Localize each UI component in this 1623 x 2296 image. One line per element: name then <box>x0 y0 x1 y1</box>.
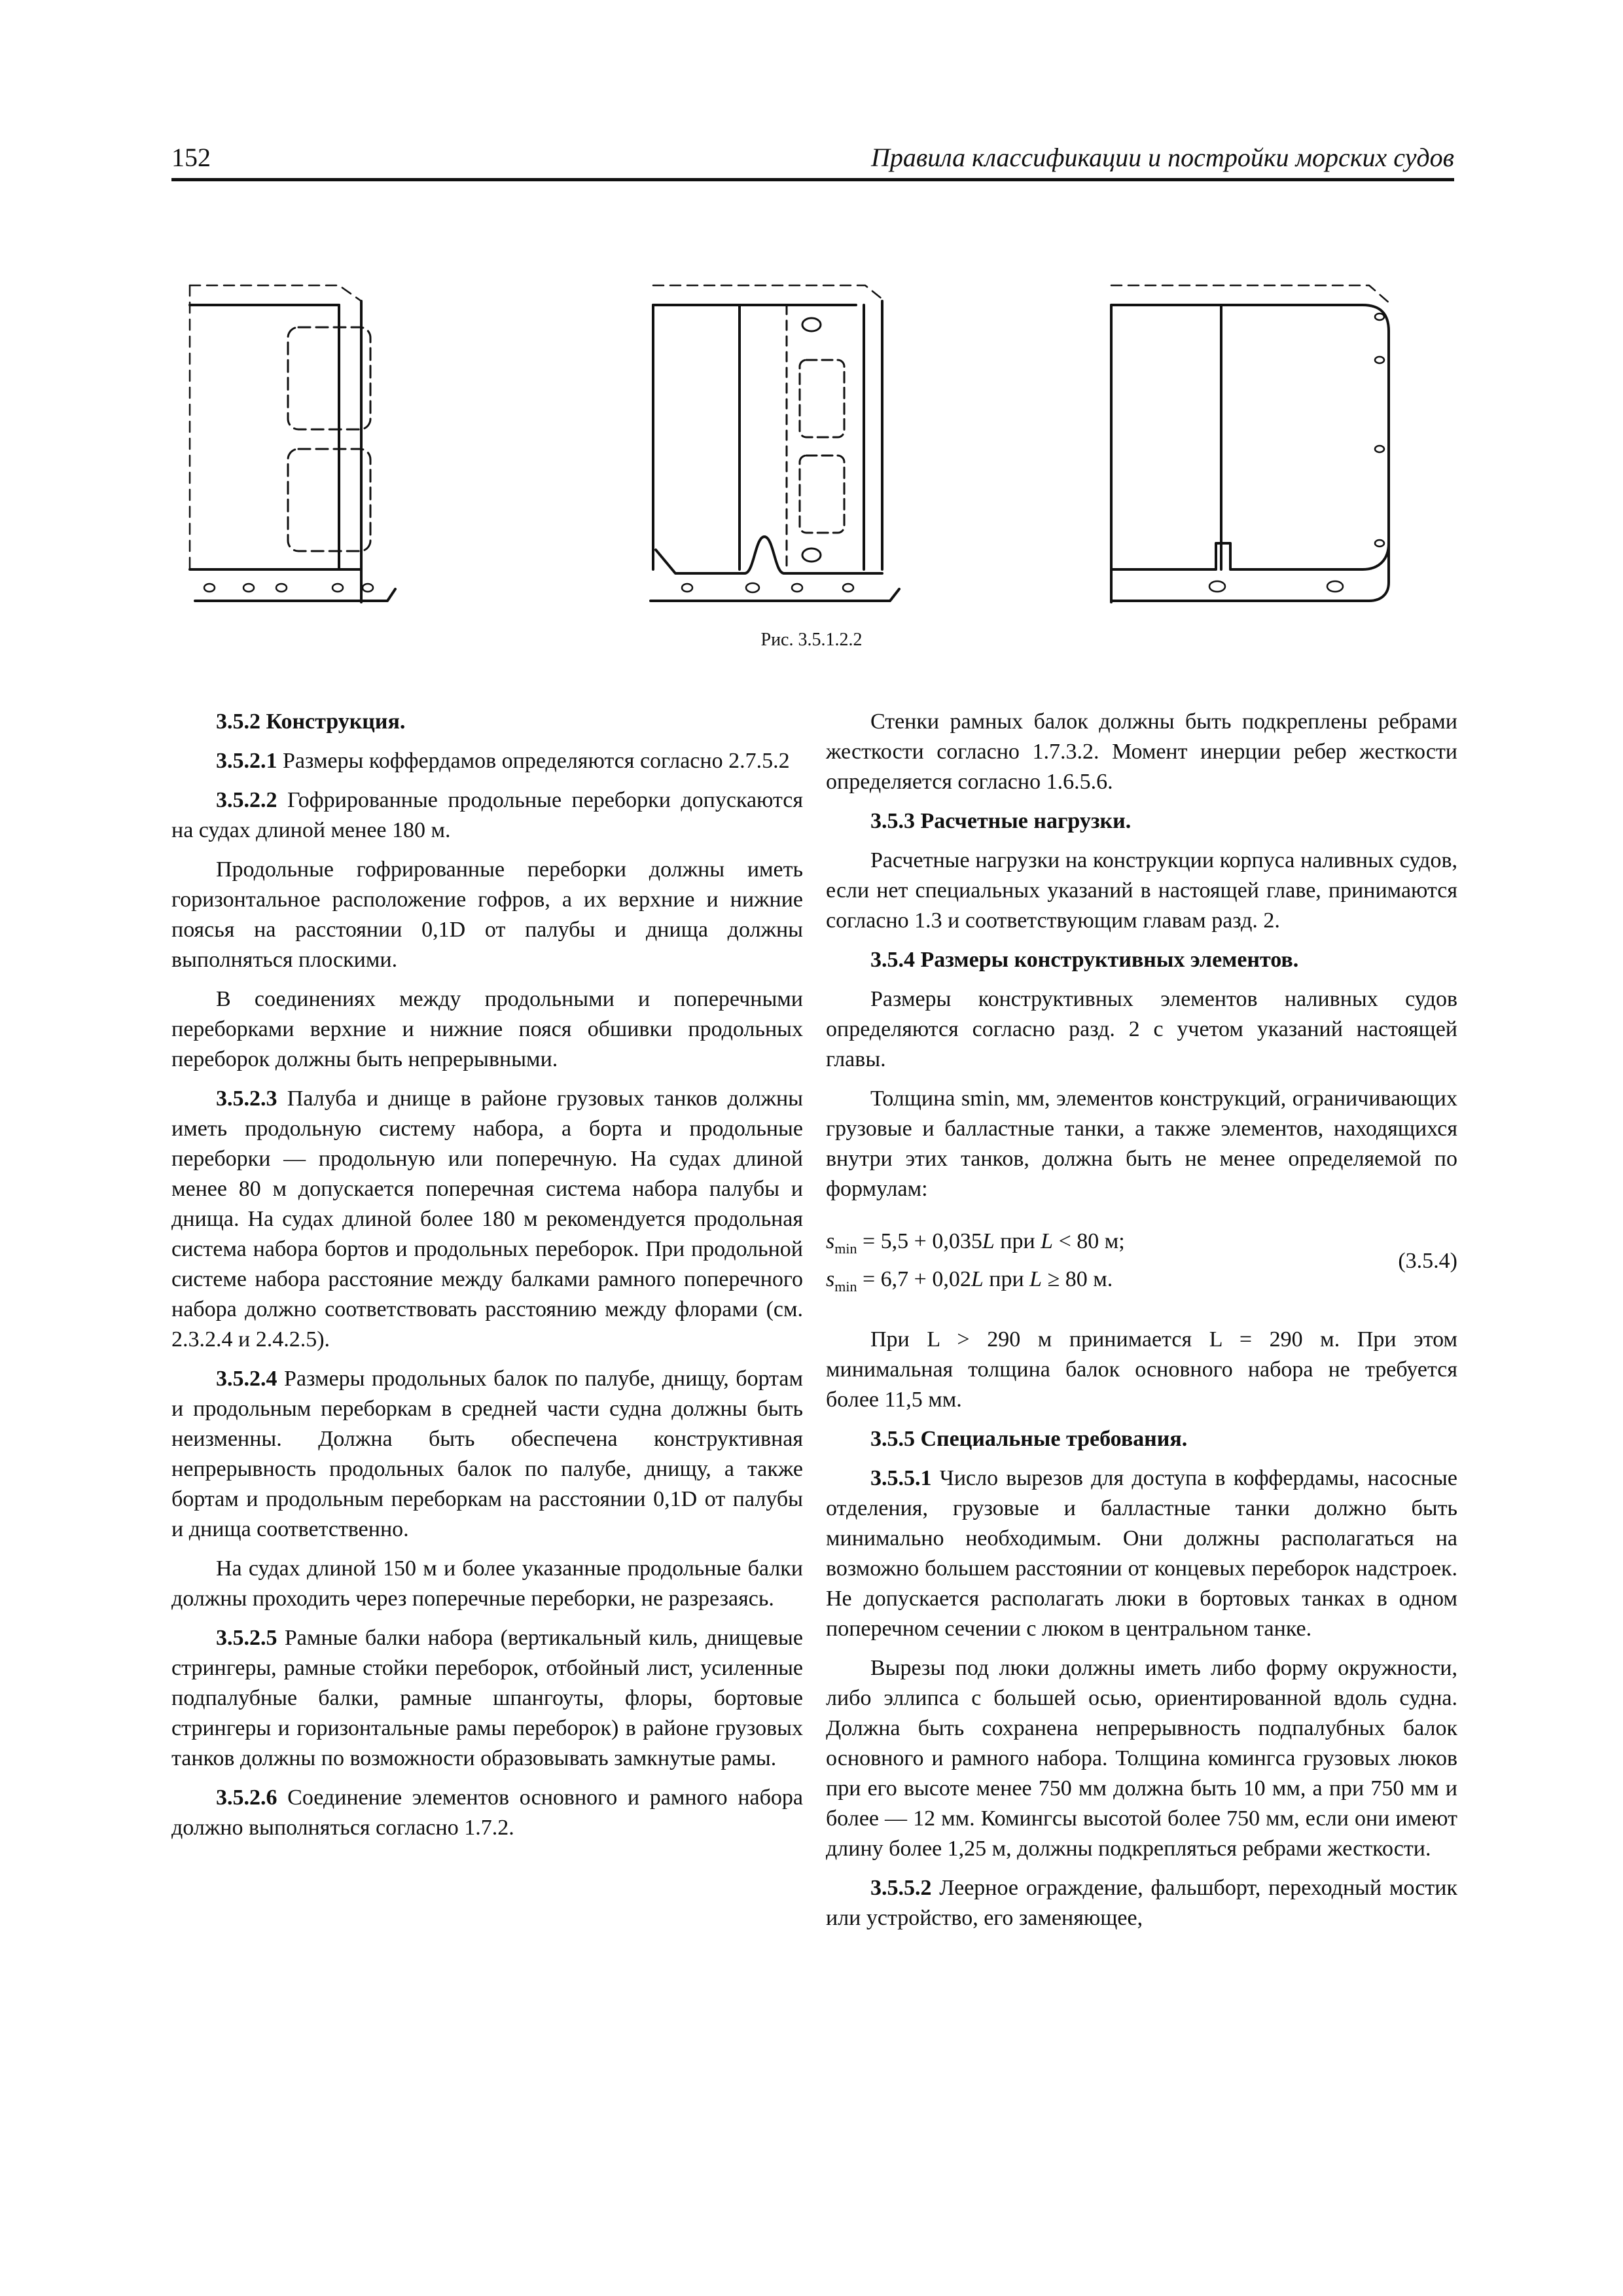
clause-number: 3.5.5 <box>870 1427 915 1451</box>
clause-number: 3.5.5.2 <box>870 1876 932 1900</box>
formula-line-2: $s_{min} = 6,7 + 0,02L$ при L ≥ 80 м. <box>826 1267 1113 1295</box>
clause-number: 3.5.2.6 <box>216 1785 277 1810</box>
clause-text: Гофрированные продольные переборки допускаются на судах длиной менее 180 м. <box>171 788 803 842</box>
paragraph <box>171 746 803 776</box>
figure-caption: Рис. 3.5.1.2.2 <box>760 630 863 650</box>
clause-text: В соединениях между продольными и поперечными переборками верхние и нижние пояся обшивки продольных переборок должны быть непрерывными. <box>171 987 803 1071</box>
clause-text: Размеры конструктивных элементов. <box>915 948 1299 972</box>
right-text-column <box>826 707 1457 1933</box>
paragraph <box>826 1325 1457 1415</box>
clause-text: Леерное ограждение, фальшборт, переходный мостик или устройство, его заменяющее, <box>826 1876 1457 1930</box>
clause-text: При L > 290 м принимается L = 290 м. При этом минимальная толщина балок основного набора не требуется более 11,5 мм. <box>826 1327 1457 1412</box>
section-heading <box>826 1424 1457 1454</box>
clause-text: Стенки рамных балок должны быть подкреплены ребрами жесткости согласно 1.7.3.2. Момент инерции ребер жесткости определяется согласно 1.6.5.6. <box>826 709 1457 794</box>
formula-number: (3.5.4) <box>1398 1249 1457 1273</box>
clause-text: Толщина smin, мм, элементов конструкций, ограничивающих грузовые и балластные танки, а также элементов, находящихся внутри этих танков, должна быть не менее определяемой по формулам: <box>826 1086 1457 1201</box>
clause-text: Конструкция. <box>260 709 406 734</box>
clause-text: Специальные требования. <box>915 1427 1188 1451</box>
clause-text: Палуба и днище в районе грузовых танков должны иметь продольную систему набора, а борта и продольные переборки — продольную или поперечную. На судах длиной менее 80 м допускается поперечная система набора палубы и днища. На судах длиной более 180 м рекомендуется продольная система набора бортов и продольных переборок. При продольной системе набора расстояние между балками рамного поперечного набора должно соответствовать расстоянию между флорами (см. 2.3.2.4 и 2.4.2.5). <box>171 1086 803 1352</box>
clause-number: 3.5.2.3 <box>216 1086 277 1111</box>
section-heading <box>826 806 1457 836</box>
clause-number: 3.5.2.5 <box>216 1626 277 1650</box>
clause-text: Рамные балки набора (вертикальный киль, днищевые стрингеры, рамные стойки переборок, отбойный лист, усиленные подпалубные балки, рамные шпангоуты, флоры, бортовые стрингеры и горизонтальные рамы переборок) в районе грузовых танков должны по возможности образовывать замкнутые рамы. <box>171 1626 803 1770</box>
paragraph <box>171 785 803 846</box>
paragraph <box>826 1653 1457 1864</box>
paragraph <box>826 707 1457 797</box>
clause-text: Размеры продольных балок по палубе, днищу, бортам и продольным переборкам в средней части судна должны быть неизменны. Должна быть обеспечена конструктивная непрерывность продольных балок по палубе, днищу, а также бортам и продольным переборкам на расстоянии 0,1D от палубы и днища соответственно. <box>171 1367 803 1541</box>
section-2-sketch <box>651 285 899 601</box>
section-3-sketch <box>1111 285 1389 602</box>
clause-text: Расчетные нагрузки на конструкции корпуса наливных судов, если нет специальных указаний в настоящей главе, принимаются согласно 1.3 и соответствующим главам разд. 2. <box>826 848 1457 933</box>
paragraph <box>171 1084 803 1355</box>
paragraph <box>171 984 803 1075</box>
running-title: Правила классификации и постройки морских судов <box>870 143 1454 172</box>
paragraph <box>171 1783 803 1843</box>
section-heading <box>826 945 1457 975</box>
clause-text: Размеры конструктивных элементов наливных судов определяются согласно разд. 2 с учетом указаний настоящей главы. <box>826 987 1457 1071</box>
section-heading <box>171 707 803 737</box>
paragraph <box>826 1873 1457 1933</box>
clause-number: 3.5.3 <box>870 809 915 833</box>
right-column-top <box>826 707 1457 1204</box>
section-1-sketch <box>190 285 395 602</box>
right-column-bottom <box>826 1325 1457 1933</box>
clause-text: Продольные гофрированные переборки должны иметь горизонтальное расположение гофров, а их верхние и нижние поясья на расстоянии 0,1D от палубы и днища должны выполняться плоскими. <box>171 857 803 972</box>
page-number: 152 <box>171 143 211 172</box>
clause-text: На судах длиной 150 м и более указанные продольные балки должны проходить через поперечные переборки, не разрезаясь. <box>171 1556 803 1611</box>
clause-text: Размеры коффердамов определяются согласно 2.7.5.2 <box>277 749 790 773</box>
clause-number: 3.5.5.1 <box>870 1466 932 1490</box>
paragraph <box>826 1084 1457 1204</box>
formula-line-1: $s_{min} = 5,5 + 0,035L$ при L < 80 м; <box>826 1229 1125 1257</box>
running-header <box>171 145 1454 181</box>
clause-number: 3.5.2.4 <box>216 1367 277 1391</box>
clause-number: 3.5.2.1 <box>216 749 277 773</box>
paragraph <box>171 1554 803 1614</box>
paragraph <box>171 1623 803 1774</box>
clause-number: 3.5.2.2 <box>216 788 277 812</box>
clause-text: Расчетные нагрузки. <box>915 809 1132 833</box>
clause-text: Вырезы под люки должны иметь либо форму окружности, либо эллипса с большей осью, ориентированной вдоль судна. Должна быть сохранена непрерывность подпалубных балок основного и рамного набора. Толщина комингса грузовых люков при его высоте менее 750 мм должна быть 10 мм, а при 750 мм и более — 12 мм. Комингсы высотой более 750 мм, если они имеют длину более 1,25 м, должны подкрепляться ребрами жесткости. <box>826 1656 1457 1861</box>
paragraph <box>826 1463 1457 1644</box>
clause-number: 3.5.4 <box>870 948 915 972</box>
paragraph <box>171 1364 803 1545</box>
formula-block <box>826 1227 1457 1305</box>
clause-text: Соединение элементов основного и рамного набора должно выполняться согласно 1.7.2. <box>171 1785 803 1840</box>
left-text-column <box>171 707 803 1843</box>
clause-number: 3.5.2 <box>216 709 260 734</box>
paragraph <box>826 984 1457 1075</box>
bulkhead-sections-figure <box>171 262 1454 609</box>
paragraph <box>171 855 803 975</box>
paragraph <box>826 846 1457 936</box>
clause-text: Число вырезов для доступа в коффердамы, насосные отделения, грузовые и балластные танки должно быть минимально необходимым. Они должны располагаться на возможно большем расстоянии от концевых переборок надстроек. Не допускается располагать люки в бортовых танках в одном поперечном сечении с люком в центральном танке. <box>826 1466 1457 1641</box>
